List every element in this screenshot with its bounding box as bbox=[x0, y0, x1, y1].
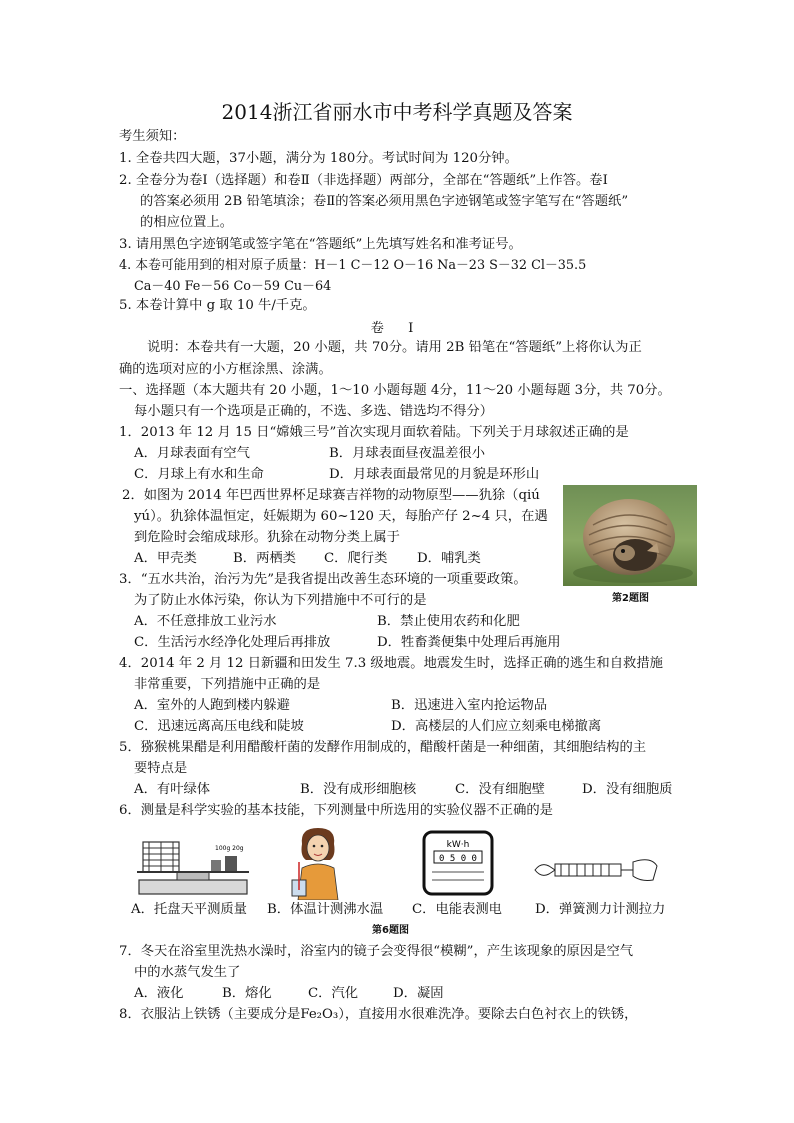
q5-option-c: C．没有细胞壁 bbox=[455, 782, 545, 797]
page-title: 2014浙江省丽水市中考科学真题及答案 bbox=[221, 100, 573, 124]
question-3-stem: 为了防止水体污染，你认为下列措施中不可行的是 bbox=[134, 593, 427, 608]
q2-option-c: C．爬行类 bbox=[324, 551, 388, 566]
meter-digits: 0 5 0 0 bbox=[439, 854, 477, 864]
question-8-stem: 8．衣服沾上铁锈（主要成分是Fe₂O₃），直接用水很难洗净。要除去白色衬衣上的铁锈， bbox=[119, 1007, 638, 1022]
q7-option-a: A．液化 bbox=[134, 986, 184, 1001]
q7-option-b: B．熔化 bbox=[222, 986, 272, 1001]
question-2-stem: 到危险时会缩成球形。犰狳在动物分类上属于 bbox=[134, 530, 400, 545]
q6-option-c: C．电能表测电 bbox=[412, 902, 502, 917]
q4-option-d: D．高楼层的人们应立刻乘电梯撤离 bbox=[391, 719, 602, 734]
notice-item: 4. 本卷可能用到的相对原子质量：H－1 C－12 O－16 Na－23 S－32 Cl－35.5 bbox=[119, 258, 587, 273]
notice-item: 5. 本卷计算中 g 取 10 牛/千克。 bbox=[119, 298, 316, 313]
q3-option-d: D．牲畜粪便集中处理后再施用 bbox=[377, 635, 561, 650]
q7-option-c: C．汽化 bbox=[308, 986, 359, 1001]
question-7-stem: 7．冬天在浴室里洗热水澡时，浴室内的镜子会变得很“模糊”，产生该现象的原因是空气 bbox=[119, 944, 634, 959]
q5-option-b: B．没有成形细胞核 bbox=[300, 782, 417, 797]
q5-option-a: A．有叶绿体 bbox=[134, 782, 211, 797]
notice-item: 1. 全卷共四大题，37小题，满分为 180分。考试时间为 120分钟。 bbox=[119, 151, 518, 166]
balance-image bbox=[137, 836, 249, 898]
q3-option-a: A．不任意排放工业污水 bbox=[134, 614, 277, 629]
q3-option-b: B．禁止使用农药和化肥 bbox=[377, 614, 520, 629]
q6-option-d: D．弹簧测力计测拉力 bbox=[535, 902, 666, 917]
q4-option-c: C．迅速远离高压电线和陡坡 bbox=[134, 719, 304, 734]
q2-option-b: B．两栖类 bbox=[233, 551, 296, 566]
q6-option-a: A．托盘天平测质量 bbox=[131, 902, 247, 917]
q2-option-a: A．甲壳类 bbox=[134, 551, 197, 566]
q4-option-b: B．迅速进入室内抢运物品 bbox=[391, 698, 548, 713]
q5-option-d: D．没有细胞质 bbox=[582, 782, 673, 797]
notice-item: Ca－40 Fe－56 Co－59 Cu－64 bbox=[134, 279, 332, 294]
figure-6-caption: 第6题图 bbox=[372, 925, 409, 936]
notice-item: 的相应位置上。 bbox=[140, 215, 234, 230]
figure-2-caption: 第2题图 bbox=[612, 593, 649, 604]
q1-option-a: A．月球表面有空气 bbox=[134, 446, 250, 461]
section-heading: 一、选择题（本大题共有 20 小题，1～10 小题每题 4分，11～20 小题每题 3分，共 70分。 bbox=[119, 383, 671, 398]
q7-option-d: D．凝固 bbox=[393, 986, 444, 1001]
svg-text:100g 20g: 100g 20g bbox=[215, 845, 244, 852]
question-3-stem: 3．“五水共治，治污为先”是我省提出改善生态环境的一项重要政策。 bbox=[119, 572, 527, 587]
question-2-stem: 2．如图为 2014 年巴西世界杯足球赛吉祥物的动物原型——犰狳（qiú bbox=[122, 488, 540, 503]
notice-heading: 考生须知： bbox=[119, 129, 186, 144]
question-1-stem: 1．2013 年 12 月 15 日“嫦娥三号”首次实现月面软着陆。下列关于月球叙述正确的是 bbox=[119, 425, 629, 440]
question-4-stem: 4．2014 年 2 月 12 日新疆和田发生 7.3 级地震。地震发生时，选择正确的逃生和自救措施 bbox=[119, 656, 663, 671]
notice-item: 3. 请用黑色字迹钢笔或签字笔在“答题纸”上先填写姓名和准考证号。 bbox=[119, 237, 522, 252]
instruction-line: 确的选项对应的小方框涂黑、涂满。 bbox=[119, 362, 332, 377]
section-juan-1: 卷 Ⅰ bbox=[370, 321, 424, 336]
notice-item: 的答案必须用 2B 铅笔填涂；卷Ⅱ的答案必须用黑色字迹钢笔或签字笔写在“答题纸” bbox=[140, 194, 629, 209]
q1-option-d: D．月球表面最常见的月貌是环形山 bbox=[329, 467, 540, 482]
meter-unit-label: kW·h bbox=[446, 840, 470, 850]
question-6-stem: 6．测量是科学实验的基本技能，下列测量中所选用的实验仪器不正确的是 bbox=[119, 803, 553, 818]
question-7-stem: 中的水蒸气发生了 bbox=[134, 965, 241, 980]
notice-item: 2. 全卷分为卷Ⅰ（选择题）和卷Ⅱ（非选择题）两部分，全部在“答题纸”上作答。卷Ⅰ bbox=[119, 173, 608, 188]
q6-option-b: B．体温计测沸水温 bbox=[267, 902, 384, 917]
q1-option-b: B．月球表面昼夜温差很小 bbox=[329, 446, 486, 461]
q2-option-d: D．哺乳类 bbox=[417, 551, 481, 566]
electric-meter-image bbox=[422, 830, 494, 896]
instruction-line: 说明：本卷共有一大题，20 小题，共 70分。请用 2B 铅笔在“答题纸”上将你认为正 bbox=[147, 340, 642, 355]
q3-option-c: C．生活污水经净化处理后再排放 bbox=[134, 635, 331, 650]
question-2-stem: yú）。犰狳体温恒定，妊娠期为 60~120 天，每胎产仔 2~4 只，在遇 bbox=[134, 509, 548, 524]
q1-option-c: C．月球上有水和生命 bbox=[134, 467, 264, 482]
question-4-stem: 非常重要，下列措施中正确的是 bbox=[134, 677, 321, 692]
q4-option-a: A．室外的人跑到楼内躲避 bbox=[134, 698, 290, 713]
spring-scale-image bbox=[533, 852, 659, 886]
question-5-stem: 5．猕猴桃果醋是利用醋酸杆菌的发酵作用制成的，醋酸杆菌是一种细菌，其细胞结构的主 bbox=[119, 740, 647, 755]
section-heading: 每小题只有一个选项是正确的，不选、多选、错选均不得分） bbox=[134, 404, 494, 419]
thermometer-girl-image bbox=[288, 826, 348, 900]
question-5-stem: 要特点是 bbox=[134, 761, 188, 776]
armadillo-image bbox=[563, 485, 697, 586]
